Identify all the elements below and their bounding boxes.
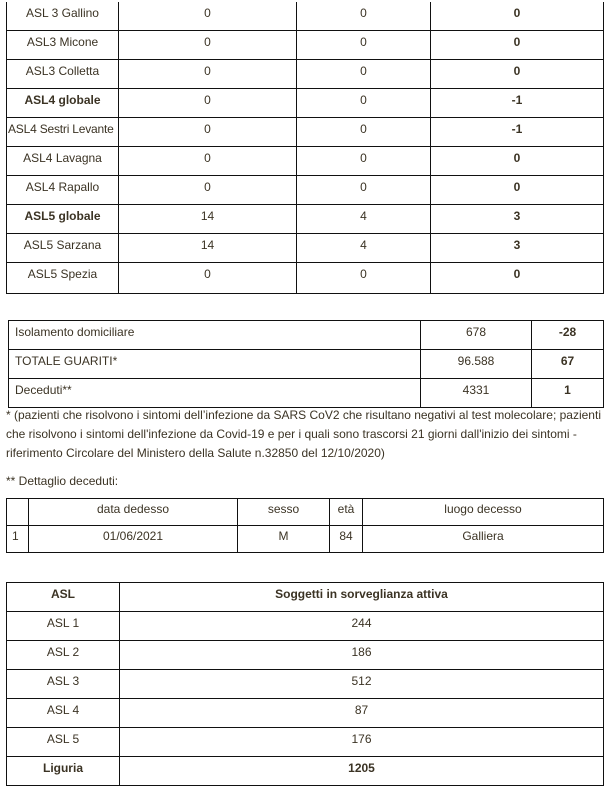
asl-name: ASL4 Lavagna	[7, 147, 119, 176]
asl-col2: 0	[297, 31, 431, 60]
summary-delta: -28	[532, 321, 604, 350]
surv-value: 512	[120, 670, 604, 699]
summary-label: Deceduti**	[9, 379, 421, 408]
header-place: luogo decesso	[363, 499, 604, 526]
asl-col1: 0	[119, 2, 297, 31]
guariti-footnote: * (pazienti che risolvono i sintomi dell’infezione da SARS CoV2 che risultano negativi al test molecolare; pazienti che risolvono i sintomi dell'infezione da Covid-19 e per i quali sono trascorsi 21 giorni dall'inizio dei sintomi - riferimento Circolare del Ministero della Salute n.32850 del 12/10/2020)	[6, 408, 601, 460]
header-date: data dedesso	[29, 499, 238, 526]
surv-asl: ASL 3	[7, 670, 120, 699]
summary-label: Isolamento domiciliare	[9, 321, 421, 350]
deaths-detail-table	[6, 498, 604, 553]
asl-col1: 0	[119, 147, 297, 176]
surv-value: 176	[120, 728, 604, 757]
asl-name: ASL4 Rapallo	[7, 176, 119, 205]
table-row	[9, 379, 604, 408]
death-index: 1	[7, 526, 29, 553]
table-row	[7, 176, 604, 205]
table-row	[7, 89, 604, 118]
asl-name: ASL5 Sarzana	[7, 234, 119, 263]
table-row	[7, 699, 604, 728]
asl-col3: -1	[431, 118, 604, 147]
asl-name: ASL 3 Gallino	[7, 2, 119, 31]
table-row	[7, 612, 604, 641]
asl-name: ASL3 Micone	[7, 31, 119, 60]
surv-asl-total: Liguria	[7, 757, 120, 786]
asl-name: ASL4 Sestri Levante	[7, 118, 119, 147]
surv-value-total: 1205	[120, 757, 604, 786]
asl-col2: 0	[297, 147, 431, 176]
death-date: 01/06/2021	[29, 526, 238, 553]
surv-value: 87	[120, 699, 604, 728]
asl-col3: 3	[431, 234, 604, 263]
asl-col2: 4	[297, 234, 431, 263]
table-row	[9, 321, 604, 350]
table-header-row	[7, 583, 604, 612]
asl-col1: 14	[119, 234, 297, 263]
asl-col2: 0	[297, 176, 431, 205]
table-row	[7, 670, 604, 699]
death-sex: M	[238, 526, 330, 553]
asl-col3: 3	[431, 205, 604, 234]
asl-col3: 0	[431, 147, 604, 176]
asl-name: ASL3 Colletta	[7, 60, 119, 89]
header-asl: ASL	[7, 583, 120, 612]
header-sex: sesso	[238, 499, 330, 526]
asl-name: ASL5 globale	[7, 205, 119, 234]
summary-delta: 67	[532, 350, 604, 379]
table-row	[9, 350, 604, 379]
asl-col2: 0	[297, 2, 431, 31]
asl-col3: 0	[431, 31, 604, 60]
summary-total: 678	[421, 321, 532, 350]
table-row	[7, 205, 604, 234]
asl-col2: 0	[297, 89, 431, 118]
header-age: età	[330, 499, 363, 526]
asl-col1: 0	[119, 118, 297, 147]
asl-name: ASL5 Spezia	[7, 263, 119, 294]
table-row	[7, 234, 604, 263]
surv-asl: ASL 2	[7, 641, 120, 670]
table-row	[7, 60, 604, 89]
asl-col3: 0	[431, 2, 604, 31]
asl-col1: 0	[119, 263, 297, 294]
asl-col1: 14	[119, 205, 297, 234]
summary-label: TOTALE GUARITI*	[9, 350, 421, 379]
asl-col2: 0	[297, 118, 431, 147]
asl-col3: -1	[431, 89, 604, 118]
summary-table	[8, 320, 604, 408]
table-row	[7, 31, 604, 60]
asl-cases-table	[6, 2, 604, 294]
table-row	[7, 757, 604, 786]
deceduti-title: ** Dettaglio deceduti:	[6, 474, 119, 488]
asl-col1: 0	[119, 176, 297, 205]
table-row	[7, 728, 604, 757]
asl-col1: 0	[119, 60, 297, 89]
surv-value: 244	[120, 612, 604, 641]
summary-total: 96.588	[421, 350, 532, 379]
surv-asl: ASL 4	[7, 699, 120, 728]
asl-col2: 0	[297, 60, 431, 89]
summary-delta: 1	[532, 379, 604, 408]
asl-col3: 0	[431, 176, 604, 205]
surv-asl: ASL 5	[7, 728, 120, 757]
asl-name: ASL4 globale	[7, 89, 119, 118]
death-age: 84	[330, 526, 363, 553]
surv-asl: ASL 1	[7, 612, 120, 641]
asl-col2: 4	[297, 205, 431, 234]
surv-value: 186	[120, 641, 604, 670]
table-row	[7, 526, 604, 553]
header-index	[7, 499, 29, 526]
table-header-row	[7, 499, 604, 526]
table-row	[7, 147, 604, 176]
header-surveillance: Soggetti in sorveglianza attiva	[120, 583, 604, 612]
table-row	[7, 641, 604, 670]
asl-col1: 0	[119, 31, 297, 60]
death-place: Galliera	[363, 526, 604, 553]
summary-total: 4331	[421, 379, 532, 408]
table-row	[7, 2, 604, 31]
surveillance-table	[6, 582, 604, 786]
asl-col3: 0	[431, 263, 604, 294]
asl-col3: 0	[431, 60, 604, 89]
asl-col2: 0	[297, 263, 431, 294]
table-row	[7, 118, 604, 147]
table-row	[7, 263, 604, 294]
asl-col1: 0	[119, 89, 297, 118]
